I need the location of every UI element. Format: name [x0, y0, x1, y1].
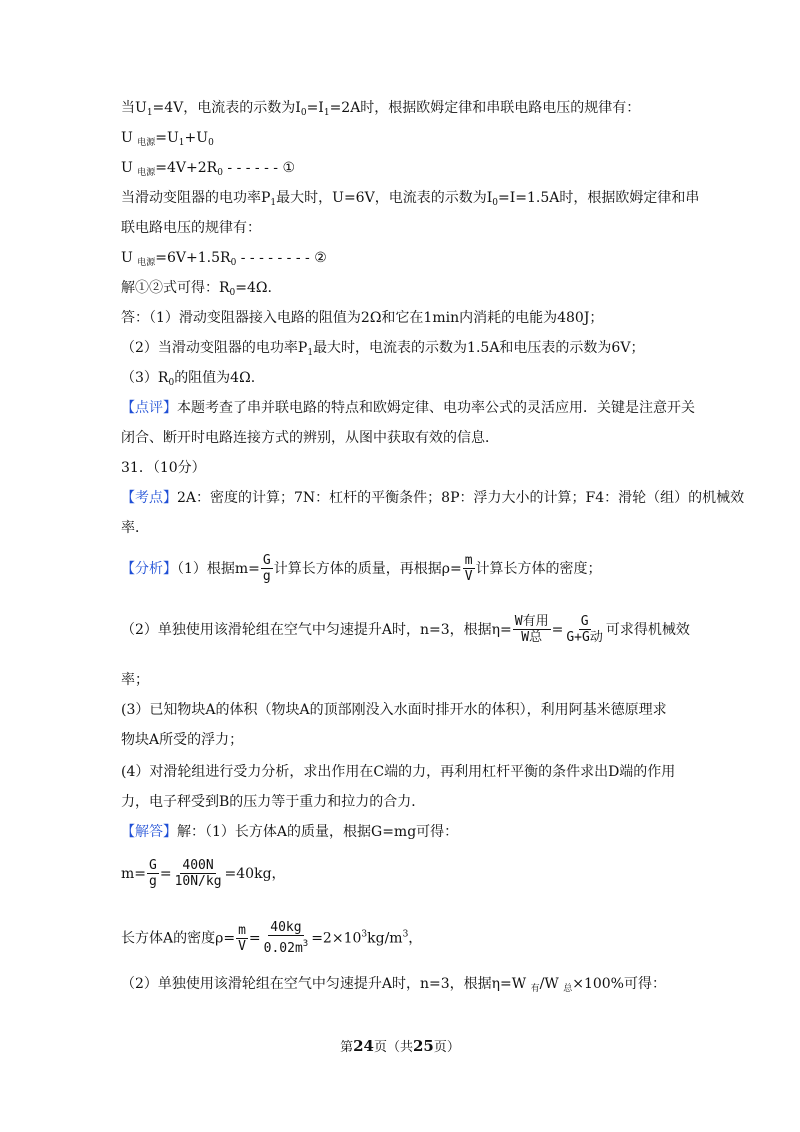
text: 2A：密度的计算；7N：杠杆的平衡条件；8P：浮力大小的计算；F4：滑轮（组）的机械效	[177, 490, 745, 506]
text-line	[121, 398, 695, 418]
text: 计算长方体的质量，再根据ρ=	[273, 561, 462, 577]
text: 本题考查了串并联电路的特点和欧姆定律、电功率公式的灵活应用．关键是注意开关	[177, 400, 695, 416]
subscript: 0	[230, 258, 237, 268]
text-line: 闭合、断开时电路连接方式的辨别，从图中获取有效的信息．	[121, 430, 499, 446]
text: 可求得机械效	[605, 622, 690, 638]
text-line: 物块A所受的浮力；	[121, 732, 244, 748]
section-tag: 【考点】	[121, 490, 177, 506]
text: =6V+1.5R	[155, 250, 231, 266]
text: 当滑动变阻器的电功率P	[121, 190, 271, 206]
text-line	[121, 98, 640, 123]
text: kg/m	[367, 930, 403, 947]
subscript: 电源	[137, 168, 156, 178]
fraction: $\frac{G}{g}$	[262, 553, 271, 584]
text-line	[121, 974, 666, 999]
page-footer: 第24页（共25页）	[340, 1037, 460, 1055]
text-line	[121, 188, 699, 213]
subscript: 有	[530, 984, 540, 994]
text-line	[121, 488, 744, 508]
subscript: 1	[307, 348, 314, 358]
page-number: 24	[353, 1037, 374, 1055]
text-line: (4）对滑轮组进行受力分析，求出作用在C端的力，再利用杠杆平衡的条件求出D端的作用	[121, 764, 676, 780]
text: =40kg，	[224, 866, 286, 882]
text: ，	[408, 930, 423, 947]
fraction: $\frac{40kg}{0.02m^3}$	[263, 920, 309, 956]
text-line	[121, 128, 214, 153]
text: +U	[184, 130, 209, 146]
subscript: 1	[146, 108, 153, 118]
text-line: 力，电子秤受到B的压力等于重力和拉力的合力．	[121, 794, 426, 810]
question-number: 31．（10分）	[121, 460, 206, 476]
fraction: $\frac{G}{g}$	[149, 858, 157, 889]
fraction: $\frac{G}{\text{G+G动}}$	[566, 614, 603, 645]
text: =4V，电流表的示数为I	[152, 100, 301, 116]
text-line	[121, 158, 295, 183]
text-line	[121, 920, 422, 957]
text-line: 联电路电压的规律有：	[121, 220, 261, 236]
text-line: 答：（1）滑动变阻器接入电路的阻值为2Ω和它在1min内消耗的电能为480J；	[121, 310, 604, 326]
text: U	[121, 130, 138, 146]
subscript: 0	[208, 138, 214, 148]
text: （3）R	[121, 370, 169, 386]
text: =	[248, 930, 261, 947]
text: 长方体A的密度ρ=	[121, 930, 236, 947]
text: m=	[121, 866, 147, 882]
text: 当U	[121, 100, 147, 116]
text: /W	[539, 976, 564, 992]
section-tag: 【分析】	[121, 561, 177, 577]
text: =4Ω.	[235, 280, 272, 296]
subscript: 1	[323, 108, 330, 118]
text: =2×10	[311, 930, 362, 947]
text-line	[121, 368, 255, 393]
subscript: 0	[300, 108, 307, 118]
text: - - - - - - ①	[222, 160, 296, 176]
text: 解：（1）长方体A的质量，根据G=mg可得：	[177, 824, 459, 840]
text: =4V+2R	[155, 160, 218, 176]
subscript: 电源	[137, 138, 156, 148]
text: - - - - - - - - ②	[236, 250, 327, 266]
text: U	[121, 160, 138, 176]
fraction: $\frac{m}{V}$	[238, 922, 246, 954]
subscript: 总	[563, 984, 573, 994]
text-line	[121, 822, 458, 842]
fraction: $\frac{m}{V}$	[464, 553, 473, 584]
text-line	[121, 338, 644, 363]
text: （2）单独使用该滑轮组在空气中匀速提升A时，n=3，根据η=	[121, 622, 512, 638]
subscript: 0	[229, 288, 236, 298]
text-line	[121, 858, 286, 890]
text-line	[121, 614, 690, 646]
text-line: (3）已知物块A的体积（物块A的顶部刚没入水面时排开水的体积），利用阿基米德原理求	[121, 702, 667, 718]
text: =I	[306, 100, 324, 116]
text: （2）当滑动变阻器的电功率P	[121, 340, 308, 356]
text: =2A时，根据欧姆定律和串联电路电压的规律有：	[329, 100, 641, 116]
text: 最大时，U=6V，电流表的示数为I	[276, 190, 493, 206]
text: =	[159, 866, 172, 882]
text: 解①②式可得：R	[121, 280, 230, 296]
text-line	[121, 553, 602, 585]
subscript: 0	[492, 198, 498, 208]
text: （1）根据m=	[177, 561, 260, 577]
section-tag: 【点评】	[121, 400, 177, 416]
fraction: $\frac{400N}{10N/kg}$	[174, 858, 222, 889]
text: ×100%可得：	[572, 976, 666, 992]
page-total: 25	[413, 1037, 434, 1055]
text: =	[551, 622, 564, 638]
text-line: 率；	[121, 672, 149, 688]
text: =U	[155, 130, 179, 146]
subscript: 1	[178, 138, 185, 148]
text: 的阻值为4Ω.	[174, 370, 256, 386]
superscript: 3	[361, 929, 368, 940]
text: =I=1.5A时，根据欧姆定律和串	[497, 190, 700, 206]
text: U	[121, 250, 138, 266]
text: （2）单独使用该滑轮组在空气中匀速提升A时，n=3，根据η=W	[121, 976, 531, 992]
subscript: 1	[270, 198, 277, 208]
text-line	[121, 278, 272, 303]
subscript: 电源	[137, 258, 156, 268]
fraction: $\frac{\text{W有用}}{\text{W总}}$	[514, 614, 549, 645]
superscript: 3	[402, 929, 409, 940]
text-line: 率．	[121, 520, 149, 536]
text: 最大时，电流表的示数为1.5A和电压表的示数为6V；	[313, 340, 645, 356]
subscript: 0	[168, 378, 175, 388]
text-line	[121, 248, 327, 273]
text: 计算长方体的密度；	[475, 561, 602, 577]
subscript: 0	[217, 168, 223, 178]
section-tag: 【解答】	[121, 824, 177, 840]
